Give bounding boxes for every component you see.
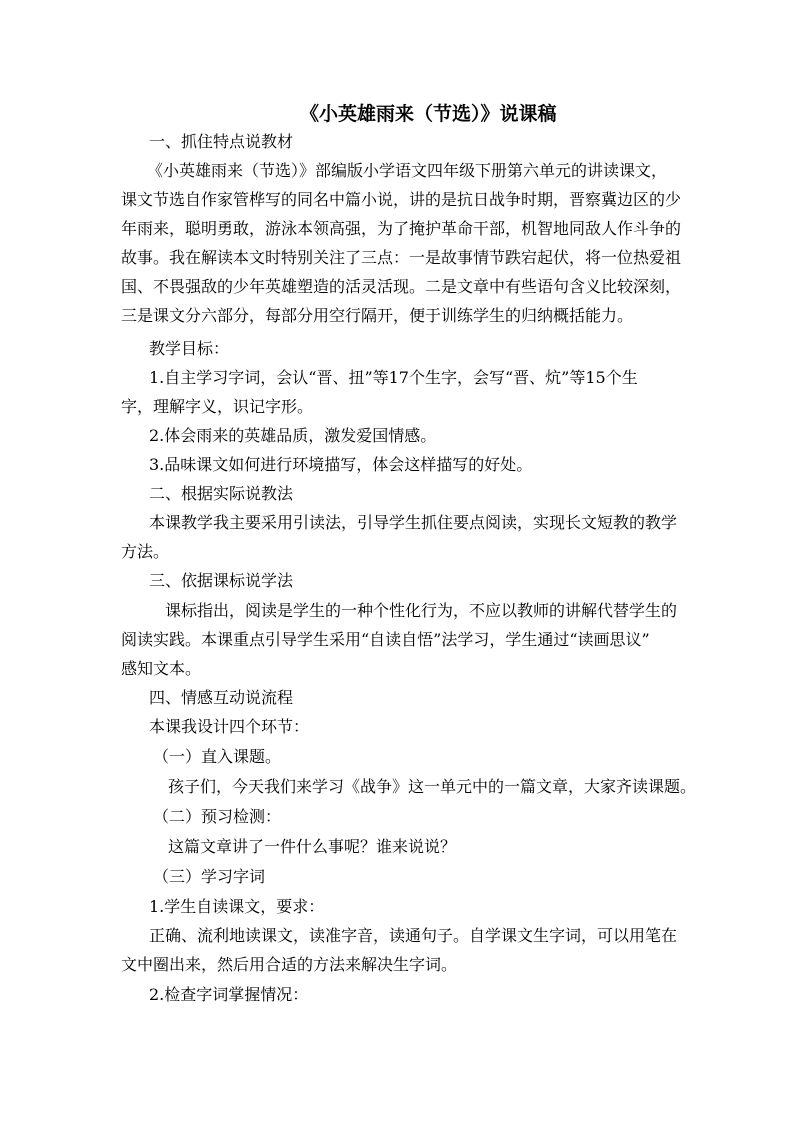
paragraph-line: 年雨来，聪明勇敢，游泳本领高强，为了掩护革命干部，机智地同敌人作斗争的 xyxy=(121,219,682,238)
heading-learning-method: 三、依据课标说学法 xyxy=(149,571,294,590)
heading-textbook: 一、抓住特点说教材 xyxy=(149,132,294,151)
step-heading: （三）学习字词 xyxy=(153,867,266,886)
step-heading: （二）预习检测： xyxy=(153,807,282,826)
goal-item: 3.品味课文如何进行环境描写，体会这样描写的好处。 xyxy=(149,455,533,474)
paragraph-line: 方法。 xyxy=(121,542,170,561)
paragraph-line: 课标指出，阅读是学生的一种个性化行为，不应以教师的讲解代替学生的 xyxy=(165,601,678,620)
paragraph-line: 故事。我在解读本文时特别关注了三点：一是故事情节跌宕起伏，将一位热爱祖 xyxy=(121,248,682,267)
paragraph-line: 课文节选自作家管桦写的同名中篇小说，讲的是抗日战争时期，晋察冀边区的少 xyxy=(121,190,682,209)
paragraph-line: 文中圈出来，然后用合适的方法来解决生字词。 xyxy=(121,955,458,974)
heading-teaching-method: 二、根据实际说教法 xyxy=(149,484,294,503)
paragraph-line: 国、不畏强敌的少年英雄塑造的活灵活现。二是文章中有些语句含义比较深刻， xyxy=(121,277,682,296)
document-title: 《小英雄雨来（节选）》说课稿 xyxy=(300,103,557,125)
paragraph-line: 感知文本。 xyxy=(121,659,202,678)
paragraph-line: 正确、流利地读课文，读准字音，读通句子。自学课文生字词，可以用笔在 xyxy=(149,926,678,945)
paragraph-line: 这篇文章讲了一件什么事呢？谁来说说？ xyxy=(168,837,457,856)
paragraph-line: 三是课文分六部分，每部分用空行隔开，便于训练学生的归纳概括能力。 xyxy=(121,306,634,325)
paragraph-line: 阅读实践。本课重点引导学生采用“自读自悟”法学习，学生通过“读画思议” xyxy=(121,630,650,649)
teaching-goals-label: 教学目标： xyxy=(149,339,230,358)
step-heading: （一）直入课题。 xyxy=(153,747,282,766)
paragraph-line: 《小英雄雨来（节选）》部编版小学语文四年级下册第六单元的讲读课文， xyxy=(147,161,668,180)
goal-item: 1.自主学习字词，会认“晋、扭”等17个生字，会写“晋、炕”等15个生 xyxy=(149,368,638,387)
paragraph-line: 本课教学我主要采用引读法，引导学生抓住要点阅读，实现长文短教的教学 xyxy=(149,513,678,532)
paragraph-line: 本课我设计四个环节： xyxy=(149,717,310,736)
paragraph-line: 1.学生自读课文，要求： xyxy=(149,897,325,916)
paragraph-line: 2.检查字词掌握情况： xyxy=(149,985,309,1004)
goal-item: 2.体会雨来的英雄品质，激发爱国情感。 xyxy=(149,426,437,445)
heading-process: 四、情感互动说流程 xyxy=(149,688,294,707)
goal-item-continued: 字，理解字义，识记字形。 xyxy=(121,397,314,416)
paragraph-line: 孩子们，今天我们来学习《战争》这一单元中的一篇文章，大家齐读课题。 xyxy=(168,777,697,796)
